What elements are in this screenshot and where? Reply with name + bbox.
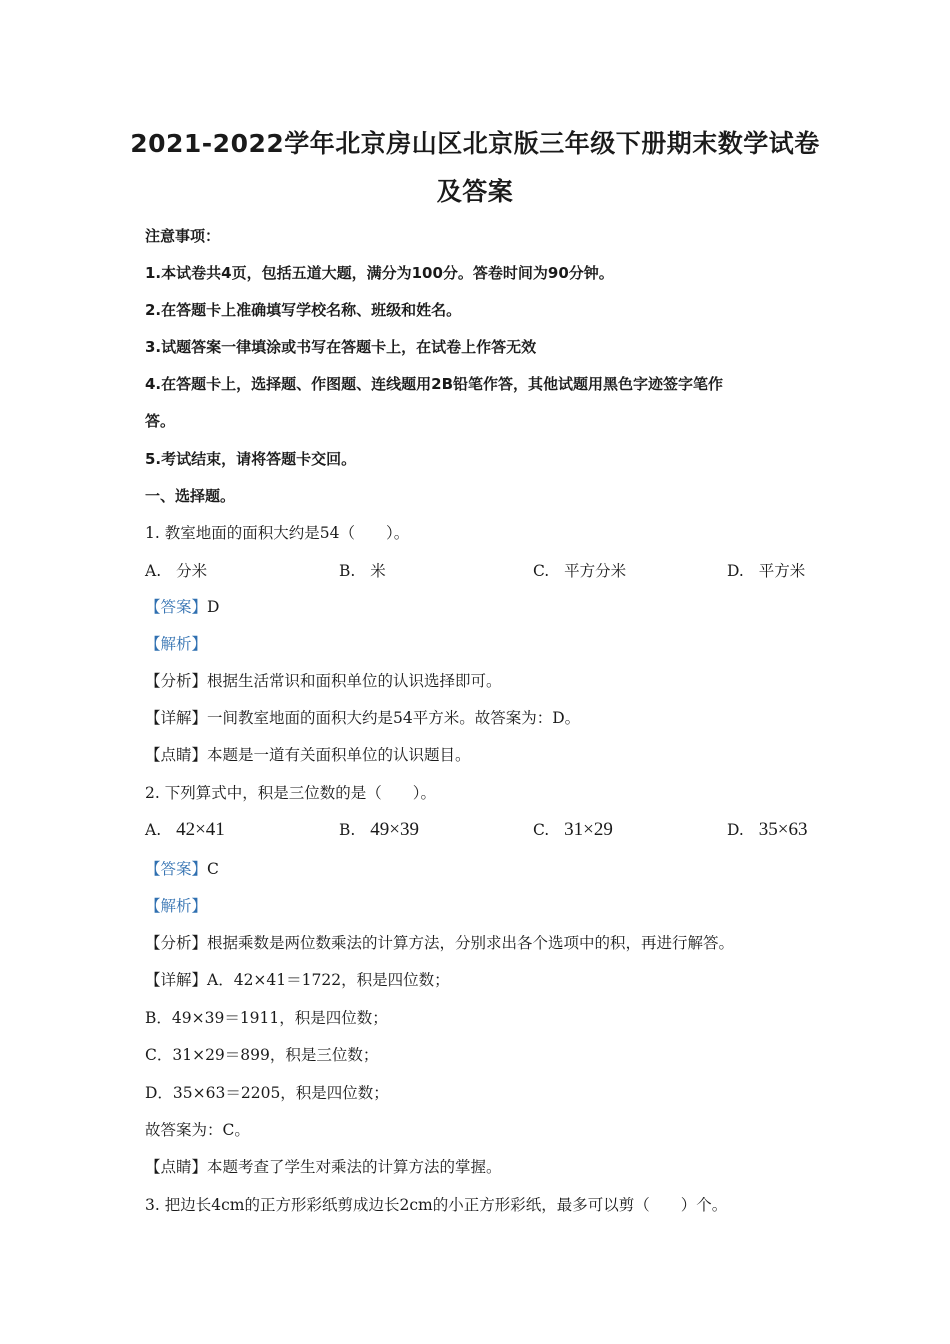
option-label: D. [727,821,744,839]
dianjing-tag: 【点睛】 [145,1158,208,1176]
section-heading: 一、选择题。 [145,487,236,505]
option-text: 49×39 [370,819,419,840]
answer-value: C [207,860,219,878]
q2-option-c [533,819,613,841]
option-label: D. [727,562,744,580]
option-text: 米 [370,562,386,580]
note-item: 2.在答题卡上准确填写学校名称、班级和姓名。 [145,301,462,319]
answer-tag: 【答案】 [145,598,208,616]
question-3-stem: 3. 把边长4cm的正方形彩纸剪成边长2cm的小正方形彩纸，最多可以剪（ ）个。 [145,1196,728,1214]
option-label: B. [339,562,356,580]
xiangjie-text: A．42×41＝1722，积是四位数； [207,971,450,989]
fenxi-text: 根据乘数是两位数乘法的计算方法，分别求出各个选项中的积，再进行解答。 [207,934,735,952]
q2-conclusion: 故答案为：C。 [145,1121,250,1139]
q1-option-a [145,560,207,582]
dianjing-tag: 【点睛】 [145,746,208,764]
note-item: 3.试题答案一律填涂或书写在答题卡上，在试卷上作答无效 [145,338,537,356]
q1-fenxi [145,671,825,691]
option-label: C. [533,562,550,580]
note-item: 5.考试结束，请将答题卡交回。 [145,450,357,468]
doc-title-line2: 及答案 [436,177,514,206]
answer-value: D [207,598,220,616]
q2-option-d [727,819,807,841]
option-text: 平方米 [758,562,806,580]
option-text: 42×41 [176,819,225,840]
fenxi-tag: 【分析】 [145,934,208,952]
notes-heading: 注意事项： [145,227,221,245]
q2-line-b: B．49×39＝1911，积是四位数； [145,1009,388,1027]
dianjing-text: 本题考查了学生对乘法的计算方法的掌握。 [207,1158,502,1176]
note-item: 4.在答题卡上，选择题、作图题、连线题用2B铅笔作答，其他试题用黑色字迹签字笔作 [145,375,724,393]
q1-option-d [727,560,805,582]
q2-answer [145,859,825,879]
fenxi-tag: 【分析】 [145,672,208,690]
doc-title-line1: 2021-2022学年北京房山区北京版三年级下册期末数学试卷 [130,129,820,158]
xiangjie-tag: 【详解】 [145,709,208,727]
q2-option-b [339,819,419,841]
q2-option-a [145,819,225,841]
q1-dianjing [145,745,825,765]
option-text: 平方分米 [564,562,627,580]
option-text: 分米 [176,562,208,580]
q2-xiangjie [145,970,825,990]
q2-line-c: C．31×29＝899，积是三位数； [145,1046,379,1064]
option-label: A. [145,821,162,839]
option-label: A. [145,562,162,580]
q1-option-b [339,560,386,582]
note-item: 1.本试卷共4页，包括五道大题，满分为100分。答卷时间为90分钟。 [145,264,614,282]
xiangjie-text: 一间教室地面的面积大约是54平方米。故答案为：D。 [207,709,581,727]
option-label: B. [339,821,356,839]
option-label: C. [533,821,550,839]
xiangjie-tag: 【详解】 [145,971,208,989]
question-1-stem: 1. 教室地面的面积大约是54（ ）。 [145,524,410,542]
q1-option-c [533,560,626,582]
q1-xiangjie [145,708,825,728]
q2-fenxi [145,933,825,953]
q1-analysis-tag: 【解析】 [145,635,208,653]
question-2-stem: 2. 下列算式中，积是三位数的是（ ）。 [145,784,436,802]
option-text: 31×29 [564,819,613,840]
q2-dianjing [145,1157,825,1177]
option-text: 35×63 [758,819,808,840]
q2-analysis-tag: 【解析】 [145,897,208,915]
dianjing-text: 本题是一道有关面积单位的认识题目。 [207,746,471,764]
fenxi-text: 根据生活常识和面积单位的认识选择即可。 [207,672,502,690]
q1-answer [145,597,825,617]
note-item: 答。 [145,412,176,430]
q2-line-d: D．35×63＝2205，积是四位数； [145,1084,389,1102]
answer-tag: 【答案】 [145,860,208,878]
